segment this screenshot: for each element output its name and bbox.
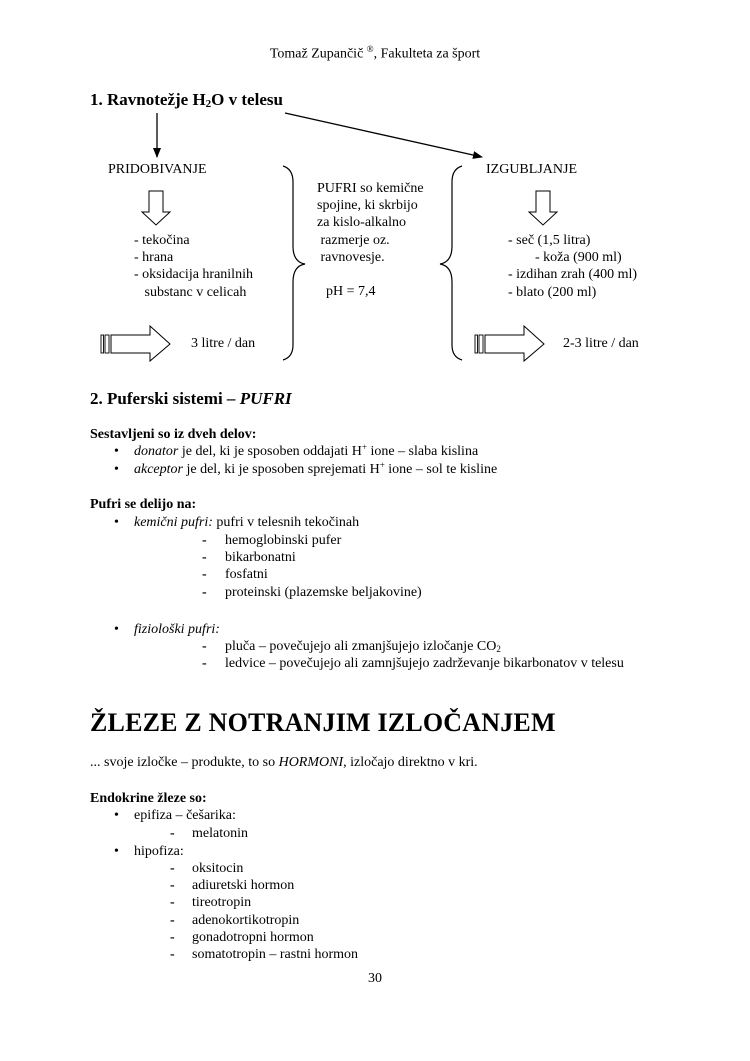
part-item xyxy=(134,444,478,460)
buffer-desc-line: spojine, ki skrbijo xyxy=(317,198,418,213)
dash-icon: - xyxy=(170,895,175,910)
intake-heading: PRIDOBIVANJE xyxy=(108,162,207,177)
loss-item: - blato (200 ml) xyxy=(508,285,597,300)
buffer-type-chemical xyxy=(134,515,359,531)
buffer-type-term: kemični pufri: xyxy=(134,515,213,530)
intro-emphasis: HORMONI xyxy=(278,755,344,770)
dash-icon: - xyxy=(202,585,207,600)
dash-icon: - xyxy=(170,826,175,841)
buffer-type-term: fiziološki pufri: xyxy=(134,622,220,637)
part-text: ione – slaba kislina xyxy=(366,444,479,459)
ph-value: pH = 7,4 xyxy=(326,284,376,299)
hormone-item: somatotropin – rastni hormon xyxy=(192,947,359,962)
header-institution: , Fakulteta za šport xyxy=(373,46,481,62)
parts-heading: Sestavljeni so iz dveh delov: xyxy=(90,427,257,442)
page-number: 30 xyxy=(368,971,382,986)
section2-title xyxy=(90,389,292,409)
section3-title: ŽLEZE Z NOTRANJIM IZLOČANJEM xyxy=(90,708,556,737)
dash-icon: - xyxy=(170,930,175,945)
physiological-buffer-item xyxy=(225,639,501,655)
gland-name: epifiza – češarika: xyxy=(134,808,236,823)
buffer-desc-line: razmerje oz. xyxy=(317,233,390,248)
dash-icon: - xyxy=(202,550,207,565)
part-text: ione – sol te kisline xyxy=(384,462,498,477)
intake-item: - hrana xyxy=(134,250,174,265)
intro-text: ... svoje izločke – produkte, to so xyxy=(90,755,279,770)
right-arrow-icon xyxy=(475,326,544,361)
intake-rate: 3 litre / dan xyxy=(191,336,256,351)
item-text: ledvice – povečujejo ali zamnjšujejo zadrževanje bikarbonatov v telesu xyxy=(225,656,624,671)
arrow-to-loss xyxy=(285,113,482,157)
buffer-desc-line: ravnovesje. xyxy=(317,250,385,265)
intake-item: substanc v celicah xyxy=(134,285,247,300)
hormone-item: melatonin xyxy=(192,826,248,841)
down-arrow-icon xyxy=(142,191,170,225)
down-arrow-icon xyxy=(529,191,557,225)
superscript: + xyxy=(361,442,367,452)
title-subscript: 2 xyxy=(205,98,212,110)
hormone-item: adiuretski hormon xyxy=(192,878,295,893)
dash-icon: - xyxy=(202,639,207,654)
loss-heading: IZGUBLJANJE xyxy=(486,162,577,177)
hormone-item: oksitocin xyxy=(192,861,244,876)
loss-item: - izdihan zrah (400 ml) xyxy=(508,267,638,282)
hormone-item: adenokortikotropin xyxy=(192,913,300,928)
title-part: 1. Ravnotežje H xyxy=(90,90,206,109)
bullet-icon: • xyxy=(114,444,119,459)
chemical-buffer-item: fosfatni xyxy=(225,567,268,582)
buffer-desc-line: PUFRI so kemične xyxy=(317,181,424,196)
hormone-item: tireotropin xyxy=(192,895,252,910)
buffer-type-physiological xyxy=(134,622,220,638)
right-arrow-icon xyxy=(101,326,170,361)
bullet-icon: • xyxy=(114,515,119,530)
physiological-buffer-item xyxy=(225,656,624,672)
part-text: je del, ki je sposoben oddajati H xyxy=(178,444,362,459)
bullet-icon: • xyxy=(114,462,119,477)
loss-rate: 2-3 litre / dan xyxy=(563,336,639,351)
subscript: 2 xyxy=(496,644,501,654)
bullet-icon: • xyxy=(114,622,119,637)
title-emphasis: PUFRI xyxy=(239,389,292,408)
header-author: Tomaž Zupančič xyxy=(269,46,364,62)
intro-text: , izločajo direktno v kri. xyxy=(343,755,478,770)
types-heading: Pufri se delijo na: xyxy=(90,497,197,512)
gland-name: hipofiza: xyxy=(134,844,184,859)
buffer-desc-line: za kislo-alkalno xyxy=(317,215,407,230)
registered-mark: ® xyxy=(366,44,374,54)
dash-icon: - xyxy=(170,947,175,962)
part-term: donator xyxy=(134,444,179,459)
dash-icon: - xyxy=(170,878,175,893)
glands-heading: Endokrine žleze so: xyxy=(90,791,207,806)
buffer-type-desc: pufri v telesnih tekočinah xyxy=(212,515,360,530)
superscript: + xyxy=(379,460,385,470)
bullet-icon: • xyxy=(114,808,119,823)
left-brace-icon xyxy=(283,166,305,360)
dash-icon: - xyxy=(202,567,207,582)
part-text: je del, ki je sposoben sprejemati H xyxy=(182,462,380,477)
loss-item: - koža (900 ml) xyxy=(535,250,622,265)
chemical-buffer-item: bikarbonatni xyxy=(225,550,296,565)
item-text: pluča – povečujejo ali zmanjšujejo izločanje CO xyxy=(225,639,497,654)
dash-icon: - xyxy=(202,656,207,671)
part-term: akceptor xyxy=(134,462,183,477)
intake-item: - tekočina xyxy=(134,233,190,248)
hormone-item: gonadotropni hormon xyxy=(192,930,314,945)
bullet-icon: • xyxy=(114,844,119,859)
dash-icon: - xyxy=(170,861,175,876)
loss-item: - seč (1,5 litra) xyxy=(508,233,591,248)
part-item xyxy=(134,462,497,478)
section3-intro xyxy=(90,755,478,771)
dash-icon: - xyxy=(170,913,175,928)
intake-item: - oksidacija hranilnih xyxy=(134,267,253,282)
dash-icon: - xyxy=(202,533,207,548)
right-brace-icon xyxy=(440,166,462,360)
title-part: O v telesu xyxy=(211,90,283,109)
chemical-buffer-item: proteinski (plazemske beljakovine) xyxy=(225,585,422,600)
chemical-buffer-item: hemoglobinski pufer xyxy=(225,533,342,548)
title-part: 2. Puferski sistemi – xyxy=(90,389,240,408)
